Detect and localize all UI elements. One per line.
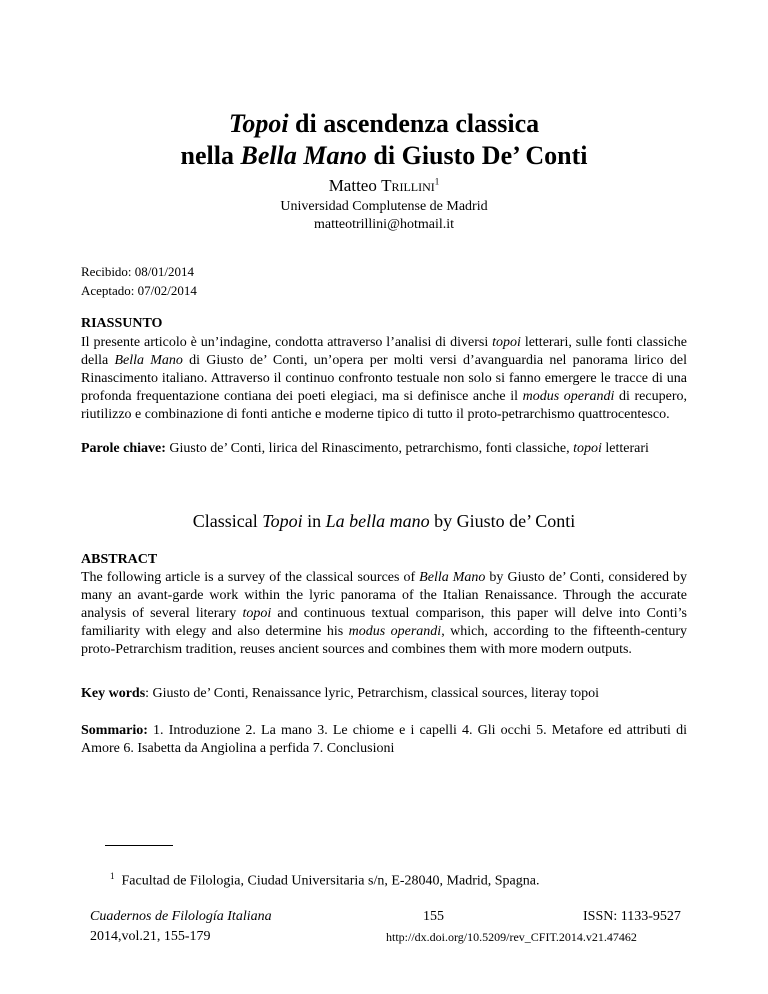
journal-volume: 2014,vol.21, 155-179 [90, 929, 211, 944]
footnote: $^1$ Facultad de Filologia, Ciudad Universitaria s/n, E-28040, Madrid, Spagna. [110, 871, 540, 889]
sommario: Sommario: 1. Introduzione 2. La mano 3. Le chiome e i capelli 4. Gli occhi 5. Metafore ed attributi di Amore 6. Isabetta da Angiolina a perfida 7. Conclusioni [81, 723, 687, 756]
affiliation: Universidad Complutense de Madrid [280, 199, 488, 214]
page-number: 155 [423, 909, 444, 924]
doi-link[interactable]: http://dx.doi.org/10.5209/rev_CFIT.2014.v21.47462 [386, 930, 637, 944]
title-line-2: nella Bella Mano di Giusto De’ Conti [180, 141, 588, 170]
footnote-divider [105, 845, 173, 846]
riassunto-text: Il presente articolo è un’indagine, condotta attraverso l’analisi di diversi topoi letterari, sulle fonti classiche della Bella Mano di Giusto de’ Conti, un’opera per molti versi d’avanguardia nel panorama lirico del Rinascimento italiano. Attraverso il continuo confronto testuale non solo si fanno emergere le tracce di una profonda frequentazione contiana dei poeti elegiaci, ma si definisce anche il modus operandi di recupero, riutilizzo e combinazione di fonti antiche e moderne tipico di tutto il proto-petrarchismo quattrocentesco. [81, 335, 687, 422]
riassunto-heading: RIASSUNTO [81, 316, 163, 331]
issn: ISSN: 1133-9527 [583, 909, 681, 924]
abstract-text: The following article is a survey of the classical sources of Bella Mano by Giusto de’ Conti, considered by many an avant-garde work within the lyric panorama of the Italian Renaissance. Through the accurate analysis of several literary topoi and continuous textual comparison, this paper will delve into Conti’s familiarity with elegy and also determine his modus operandi, which, according to the fifteenth-century proto-Petrarchism tradition, reuses ancient sources and combines them with more modern outputs. [81, 570, 688, 657]
author-email[interactable]: matteotrillini@hotmail.it [313, 217, 455, 232]
abstract-heading: ABSTRACT [81, 552, 158, 567]
author-footnote-mark: 1 [434, 176, 440, 187]
title-line-1: Topoi di ascendenza classica [228, 109, 540, 138]
date-received: Recibido: 08/01/2014 [81, 264, 195, 279]
date-accepted: Aceptado: 07/02/2014 [81, 283, 197, 298]
english-title: Classical Topoi in La bella mano by Giusto de’ Conti [192, 511, 576, 531]
key-words: Key words: Giusto de’ Conti, Renaissance lyric, Petrarchism, classical sources, literay topoi [81, 686, 600, 701]
journal-name: Cuadernos de Filología Italiana [90, 909, 272, 924]
parole-chiave: Parole chiave: Giusto de’ Conti, lirica del Rinascimento, petrarchismo, fonti classiche, topoi letterari [81, 441, 649, 456]
author-name: Matteo Trillini$^1$ [328, 176, 440, 195]
